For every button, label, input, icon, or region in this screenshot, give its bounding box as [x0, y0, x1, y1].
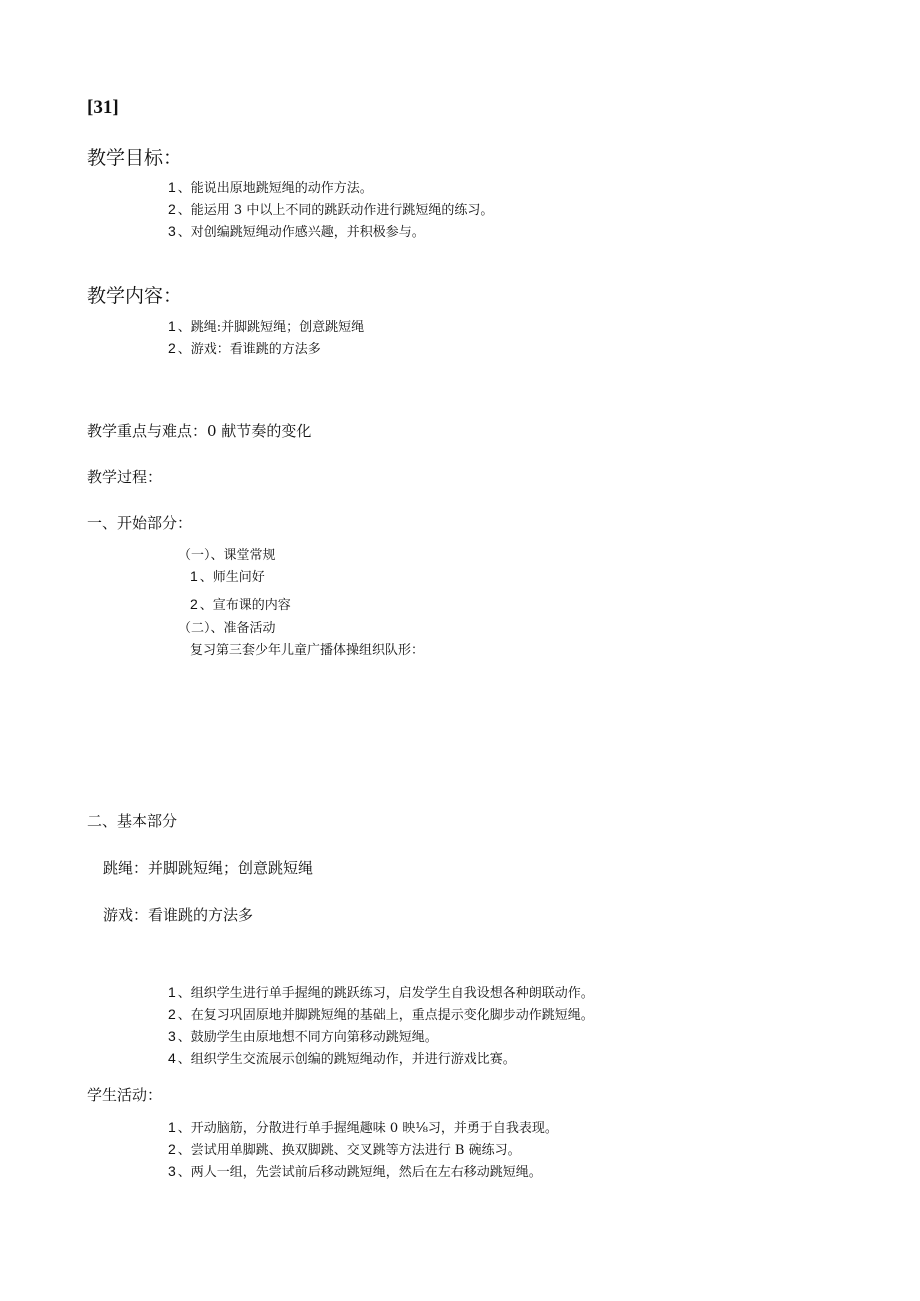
key-points: 教学重点与难点：0 献节奏的变化 — [87, 422, 312, 440]
item-text: 、尝试用单脚跳、换双脚跳、交叉跳等方法进行 B 碗练习。 — [177, 1143, 521, 1158]
item-number: 2 — [168, 201, 176, 217]
item-number: 3 — [168, 1163, 176, 1179]
list-item — [168, 198, 493, 220]
list-item — [168, 981, 594, 1003]
item-text: 、宣布课的内容 — [199, 598, 291, 613]
list-item — [168, 1003, 594, 1025]
item-text: 、跳绳:并脚跳短绳；创意跳短绳 — [177, 320, 365, 335]
item-number: 1 — [168, 984, 176, 1000]
item-text: 、开动脑筋，分散进行单手握绳趣味 0 映⅛习，并勇于自我表现。 — [177, 1121, 558, 1136]
list-item — [168, 176, 493, 198]
item-number: 2 — [190, 596, 198, 612]
item-number: 1 — [168, 1119, 176, 1135]
list-item — [190, 594, 291, 613]
content-heading: 教学内容： — [87, 285, 183, 307]
item-text: 、能说出原地跳短绳的动作方法。 — [177, 181, 373, 196]
item-text: 、游戏：看谁跳的方法多 — [177, 342, 321, 357]
item-number: 3 — [168, 1028, 176, 1044]
item-number: 2 — [168, 1006, 176, 1022]
list-item — [168, 1138, 558, 1160]
item-text: 、组织学生进行单手握绳的跳跃练习，启发学生自我设想各种朗联动作。 — [177, 986, 594, 1001]
item-number: 1 — [190, 568, 198, 584]
item-number: 2 — [168, 340, 176, 356]
part-one-sub1: （一）、课堂常规 — [178, 548, 276, 563]
item-number: 4 — [168, 1050, 176, 1066]
item-number: 1 — [168, 179, 176, 195]
part-two-line1: 跳绳：并脚跳短绳；创意跳短绳 — [103, 859, 314, 877]
part-one-sub2-text: 复习第三套少年儿童广播体操组织队形： — [190, 643, 425, 658]
list-item — [168, 1160, 558, 1182]
part-one-sub2: （二）、准备活动 — [178, 621, 276, 636]
list-item — [168, 1116, 558, 1138]
list-item — [168, 1025, 594, 1047]
student-heading: 学生活动： — [87, 1086, 163, 1104]
item-text: 、在复习巩固原地并脚跳短绳的基础上，重点提示变化脚步动作跳短绳。 — [177, 1008, 594, 1023]
part-two-list — [168, 981, 594, 1069]
item-number: 2 — [168, 1141, 176, 1157]
content-list — [168, 315, 364, 359]
part-one-heading: 一、开始部分： — [87, 514, 193, 532]
item-text: 、两人一组，先尝试前后移动跳短绳，然后在左右移动跳短绳。 — [177, 1165, 542, 1180]
list-item — [168, 315, 364, 337]
list-item — [168, 337, 364, 359]
part-two-line2: 游戏：看谁跳的方法多 — [103, 906, 254, 924]
item-number: 3 — [168, 223, 176, 239]
student-list — [168, 1116, 558, 1182]
document-number: [31] — [87, 97, 119, 118]
item-text: 、能运用 3 中以上不同的跳跃动作进行跳短绳的练习。 — [177, 203, 494, 218]
item-text: 、师生问好 — [199, 570, 265, 585]
item-number: 1 — [168, 318, 176, 334]
objectives-heading: 教学目标： — [87, 147, 183, 169]
item-text: 、对创编跳短绳动作感兴趣，并积极参与。 — [177, 225, 425, 240]
list-item — [168, 1047, 594, 1069]
part-two-heading: 二、基本部分 — [87, 812, 178, 830]
list-item — [190, 566, 265, 585]
item-text: 、鼓励学生由原地想不同方向第移动跳短绳。 — [177, 1030, 438, 1045]
process-heading: 教学过程： — [87, 468, 163, 486]
item-text: 、组织学生交流展示创编的跳短绳动作，并进行游戏比赛。 — [177, 1052, 516, 1067]
objectives-list — [168, 176, 493, 242]
list-item — [168, 220, 493, 242]
